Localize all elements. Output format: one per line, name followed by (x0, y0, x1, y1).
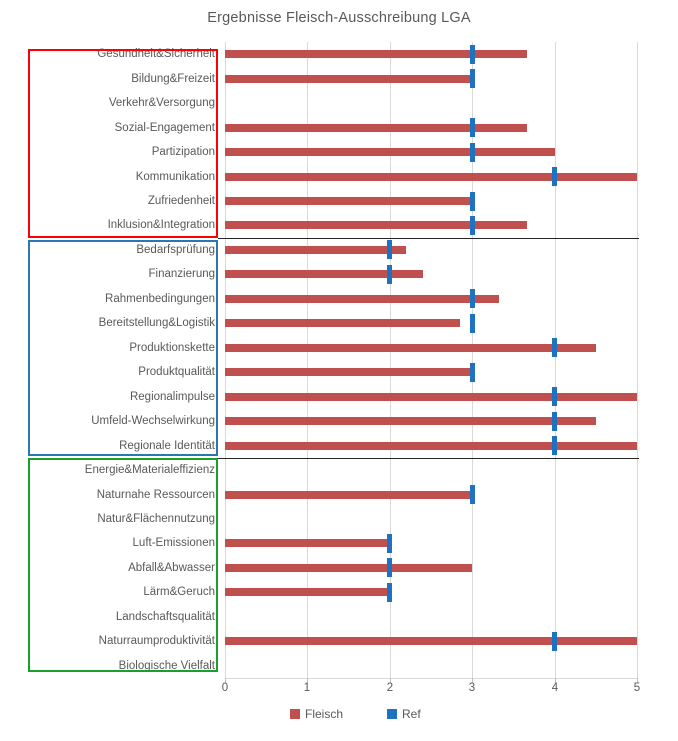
ref-marker (552, 436, 557, 455)
fleisch-bar (225, 442, 637, 450)
category-label: Bildung&Freizeit (131, 72, 215, 85)
category-label: Bereitstellung&Logistik (98, 317, 215, 330)
group-separator-line (218, 238, 639, 239)
group-3-green-box (28, 458, 218, 672)
ref-marker (387, 583, 392, 602)
category-label: Partizipation (151, 146, 215, 159)
x-tick-label: 1 (303, 682, 311, 694)
category-label: Produktqualität (138, 366, 215, 379)
x-tick-label: 0 (221, 682, 229, 694)
category-label: Regionalimpulse (129, 390, 215, 403)
category-label: Luft-Emissionen (132, 537, 215, 550)
fleisch-swatch-icon (290, 709, 300, 719)
category-label: Energie&Materialeffizienz (84, 464, 215, 477)
fleisch-bar (225, 564, 472, 572)
category-label: Natur&Flächennutzung (97, 513, 215, 525)
category-label: Landschaftsqualität (115, 610, 215, 623)
legend-item-fleisch (290, 707, 343, 721)
fleisch-bar (225, 50, 527, 58)
ref-marker (387, 558, 392, 577)
fleisch-bar (225, 393, 637, 401)
fleisch-bar (225, 148, 555, 156)
ref-swatch-icon (387, 709, 397, 719)
ref-marker (552, 338, 557, 357)
ref-marker (470, 289, 475, 308)
ref-marker (387, 265, 392, 284)
ref-marker (470, 314, 475, 333)
ref-marker (470, 216, 475, 235)
category-label: Lärm&Geruch (143, 586, 215, 599)
gridline (225, 42, 226, 678)
fleisch-bar (225, 491, 472, 499)
fleisch-bar (225, 588, 390, 596)
category-label: Verkehr&Versorgung (108, 97, 215, 110)
category-label: Naturnahe Ressourcen (96, 488, 215, 501)
ref-marker (470, 485, 475, 504)
category-label: Zufriedenheit (147, 195, 215, 207)
fleisch-bar (225, 246, 406, 254)
fleisch-bar (225, 197, 472, 205)
category-label: Inklusion&Integration (107, 219, 215, 232)
ref-marker (470, 69, 475, 88)
group-separator-line (218, 458, 639, 459)
category-label: Regionale Identität (119, 439, 215, 452)
gridline (472, 42, 473, 678)
fleisch-bar (225, 417, 596, 425)
fleisch-bar (225, 319, 460, 327)
group-2-blue-box (28, 240, 218, 456)
legend-label-ref: Ref (402, 707, 421, 721)
gridline (307, 42, 308, 678)
ref-marker (552, 167, 557, 186)
fleisch-bar (225, 124, 527, 132)
category-label: Umfeld-Wechselwirkung (91, 415, 215, 428)
fleisch-bar (225, 221, 527, 229)
ref-marker (387, 240, 392, 259)
category-label: Bedarfsprüfung (136, 243, 215, 256)
fleisch-bar (225, 539, 390, 547)
ref-marker (552, 632, 557, 651)
plot-area (225, 42, 637, 679)
fleisch-bar (225, 270, 423, 278)
ref-marker (470, 118, 475, 137)
fleisch-bar (225, 368, 472, 376)
category-label: Abfall&Abwasser (128, 561, 215, 574)
group-1-red-box (28, 49, 218, 238)
ref-marker (470, 143, 475, 162)
gridline (555, 42, 556, 678)
fleisch-bar (225, 75, 472, 83)
ref-marker (470, 45, 475, 64)
x-tick-label: 5 (633, 682, 641, 694)
ref-marker (552, 412, 557, 431)
category-label: Naturraumproduktivität (98, 635, 215, 648)
x-tick-label: 4 (551, 682, 559, 694)
category-label: Finanzierung (148, 268, 215, 281)
fleisch-bar (225, 637, 637, 645)
chart-title: Ergebnisse Fleisch-Ausschreibung LGA (207, 10, 471, 26)
category-label: Biologische Vielfalt (118, 659, 215, 672)
ref-marker (470, 192, 475, 211)
category-label: Gesundheit&Sicherheit (97, 48, 215, 61)
category-label: Rahmenbedingungen (105, 292, 215, 305)
fleisch-bar (225, 173, 637, 181)
gridline (637, 42, 638, 678)
x-tick-label: 3 (468, 682, 476, 694)
category-label: Kommunikation (135, 170, 215, 183)
legend-label-fleisch: Fleisch (305, 707, 344, 721)
fleisch-bar (225, 344, 596, 352)
category-label: Sozial-Engagement (114, 121, 215, 134)
category-label: Produktionskette (129, 341, 215, 354)
ref-marker (552, 387, 557, 406)
legend-item-ref (387, 707, 421, 721)
x-tick-label: 2 (386, 682, 394, 694)
ref-marker (470, 363, 475, 382)
ref-marker (387, 534, 392, 553)
fleisch-bar (225, 295, 499, 303)
legend (0, 707, 678, 723)
